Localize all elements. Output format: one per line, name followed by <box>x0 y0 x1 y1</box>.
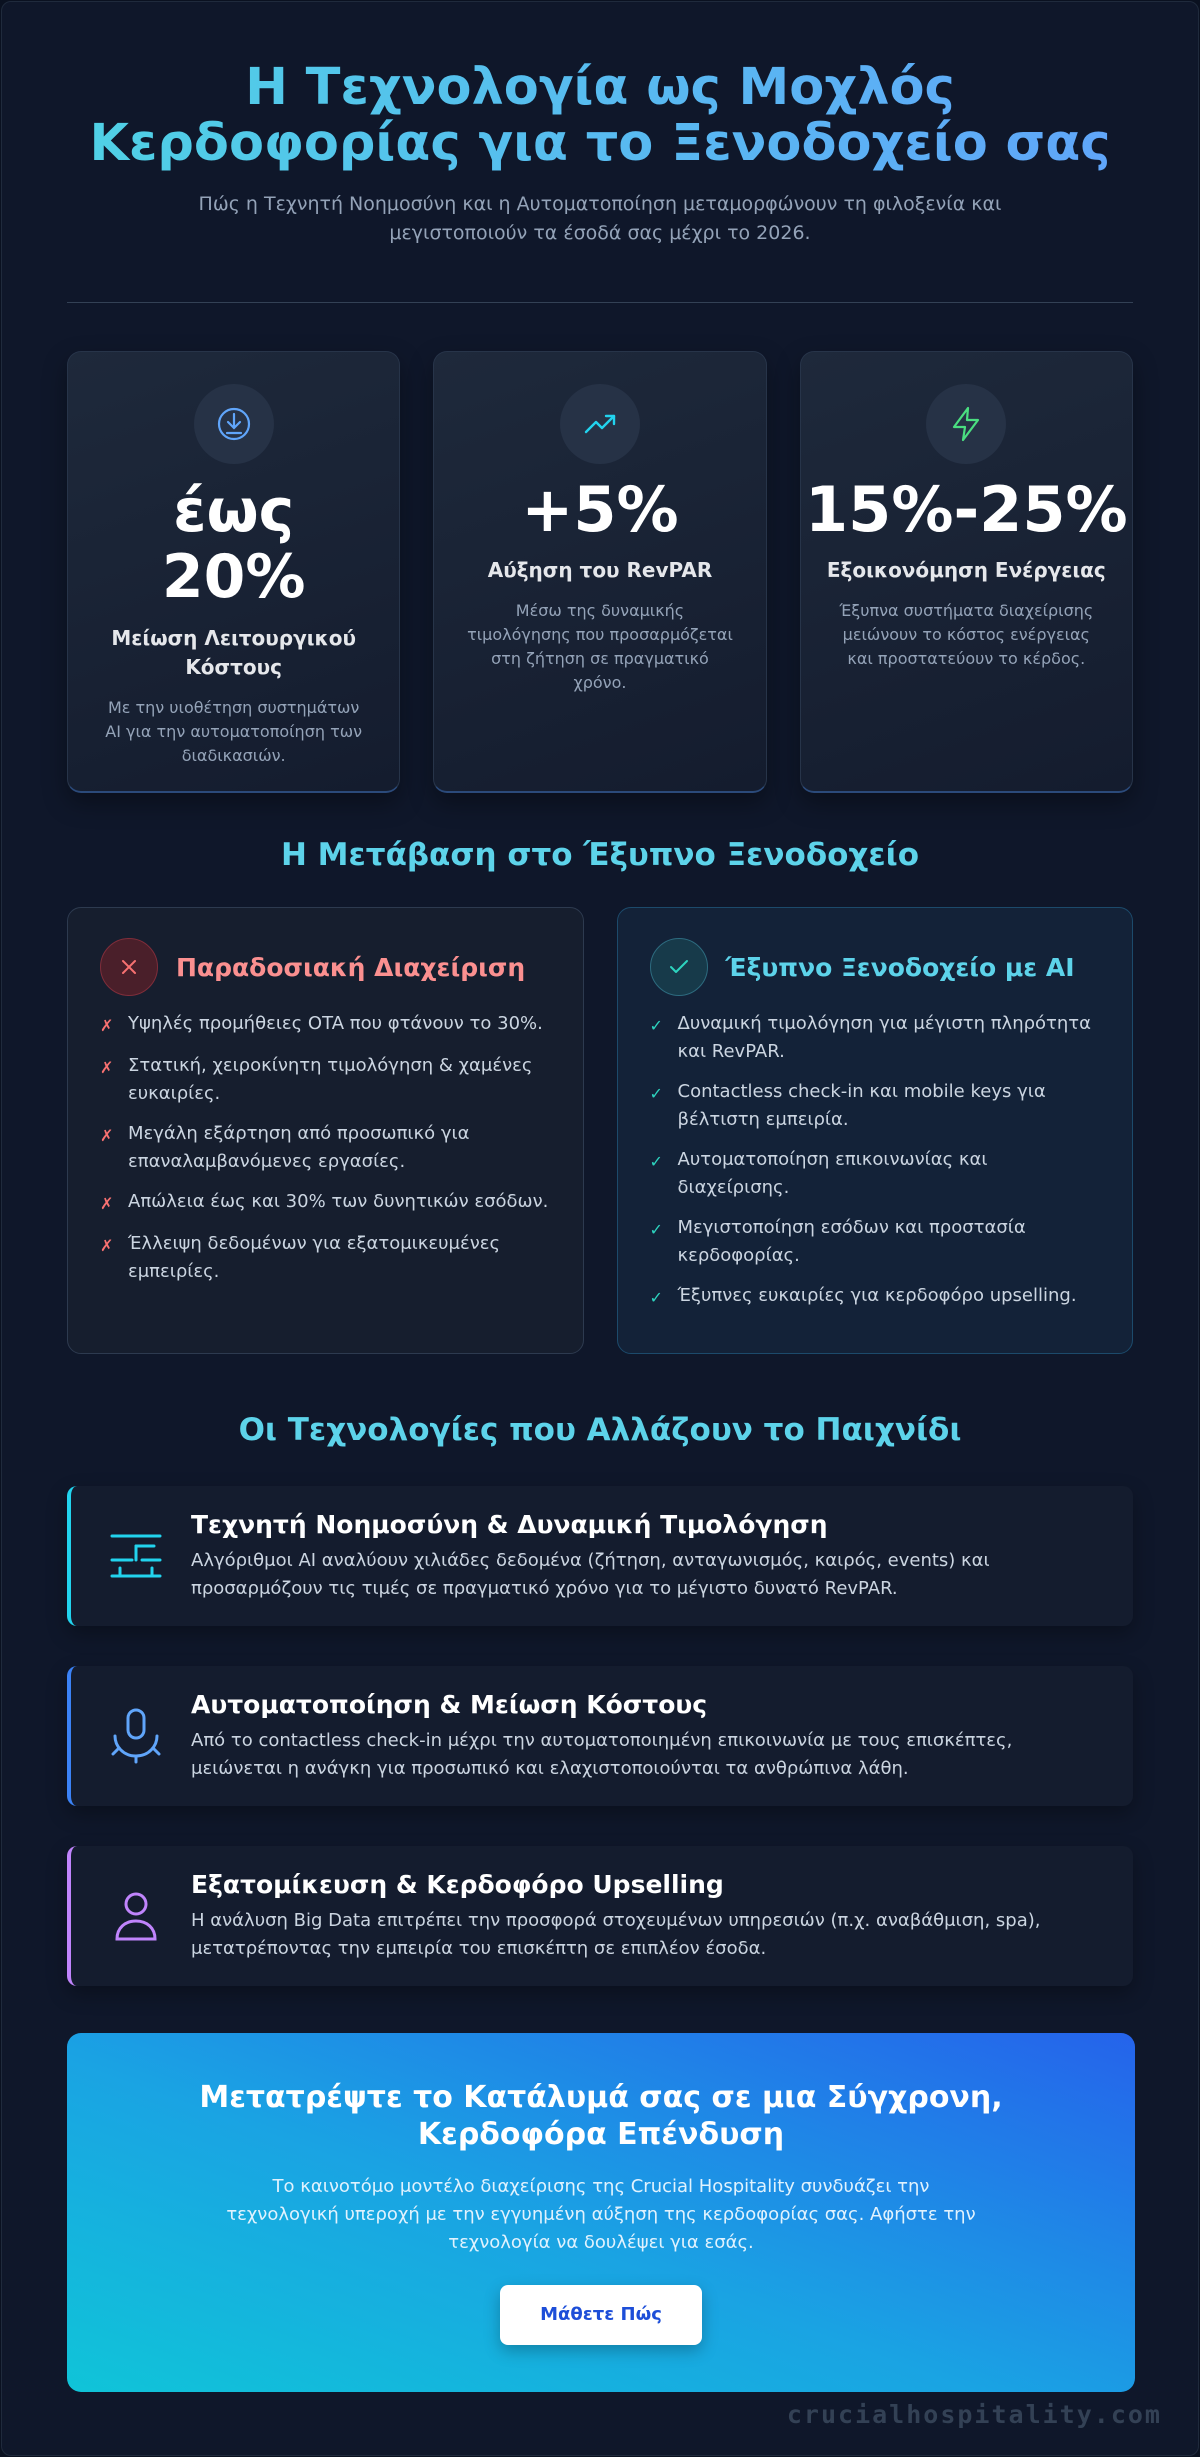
checkmark-icon: ✓ <box>649 1152 663 1171</box>
checkmark-icon: ✓ <box>649 1220 663 1239</box>
stat-description: Μέσω της δυναμικής τιμολόγησης που προσαρμόζεται στη ζήτηση σε πραγματικό χρόνο. <box>467 601 733 692</box>
traditional-heading: Παραδοσιακή Διαχείριση <box>176 952 526 982</box>
smart-heading: Έξυπνο Ξενοδοχείο με AI <box>725 952 1075 982</box>
tech-title: Αυτοματοποίηση & Μείωση Κόστους <box>191 1690 708 1719</box>
slider-controls-icon <box>101 1528 171 1584</box>
tech-title: Τεχνητή Νοημοσύνη & Δυναμική Τιμολόγηση <box>191 1510 828 1539</box>
stat-title: Αύξηση του RevPAR <box>487 558 713 582</box>
checkmark-icon: ✓ <box>649 1084 663 1103</box>
stat-title: Εξοικονόμηση Ενέργειας <box>826 558 1106 582</box>
tech-description: Από το contactless check-in μέχρι την αυτοματοποιημένη επικοινωνία με τους επισκέπτες, μειώνεται η ανάγκη για προσωπικό και ελαχιστοποιούνται τα ανθρώπινα λάθη. <box>191 1730 1013 1779</box>
list-item: ✗ Μεγάλη εξάρτηση από προσωπικό για επαναλαμβανόμενες εργασίες. <box>100 1120 551 1176</box>
check-icon <box>650 938 708 996</box>
transition-title: Η Μετάβαση στο Έξυπνο Ξενοδοχείο <box>280 837 920 873</box>
list-item: ✗ Απώλεια έως και 30% των δυνητικών εσόδων. <box>100 1188 551 1218</box>
traditional-management-card <box>67 907 584 1354</box>
list-item: ✓ Δυναμική τιμολόγηση για μέγιστη πληρότητα και RevPAR. <box>650 1010 1101 1066</box>
page-title: Η Τεχνολογία ως Μοχλός Κερδοφορίας για το Ξενοδοχείο σας <box>70 60 1130 172</box>
smart-hotel-card <box>617 907 1134 1354</box>
stat-card-revpar <box>433 351 766 793</box>
infographic-page <box>1 1 1199 2456</box>
stat-value: +5% <box>521 473 679 546</box>
cta-text: Το καινοτόμο μοντέλο διαχείρισης της Crucial Hospitality συνδυάζει την τεχνολογική υπεροχή με την εγγυημένη αύξηση της κερδοφορίας σας. Αφήστε την τεχνολογία να δουλέψει για εσάς. <box>226 2176 976 2253</box>
technologies-section <box>67 1486 1133 1986</box>
tech-description: Η ανάλυση Big Data επιτρέπει την προσφορά στοχευμένων υπηρεσιών (π.χ. αναβάθμιση, spa), μετατρέποντας την εμπειρία του επισκέπτη σε επιπλέον έσοδα. <box>191 1910 1041 1959</box>
tech-item-automation <box>67 1666 1133 1806</box>
stat-title: Μείωση Λειτουργικού Κόστους <box>111 626 356 679</box>
header-divider <box>67 302 1133 303</box>
list-item: ✗ Έλλειψη δεδομένων για εξατομικευμένες εμπειρίες. <box>100 1230 551 1286</box>
list-item: ✗ Στατική, χειροκίνητη τιμολόγηση & χαμένες ευκαιρίες. <box>100 1052 551 1108</box>
list-item: ✗ Υψηλές προμήθειες OTA που φτάνουν το 30%. <box>100 1010 551 1040</box>
cross-icon: ✗ <box>100 1236 114 1255</box>
user-icon <box>101 1887 171 1945</box>
stat-value: 15%-25% <box>805 473 1128 546</box>
trending-up-icon <box>560 384 640 464</box>
cta-title: Μετατρέψτε το Κατάλυμά σας σε μια Σύγχρονη, Κερδοφόρα Επένδυση <box>199 2080 1003 2152</box>
comparison-section <box>67 907 1133 1354</box>
stat-value: έως 20% <box>161 476 306 612</box>
stat-description: Έξυπνα συστήματα διαχείρισης μειώνουν το κόστος ενέργειας και προστατεύουν το κέρδος. <box>839 601 1094 668</box>
hero-header <box>2 2 1198 248</box>
stat-description: Με την υιοθέτηση συστημάτων AI για την αυτοματοποίηση των διαδικασιών. <box>105 698 363 765</box>
stat-card-energy <box>800 351 1133 793</box>
stats-section <box>67 351 1133 793</box>
euro-down-icon <box>194 384 274 464</box>
list-item: ✓ Μεγιστοποίηση εσόδων και προστασία κερδοφορίας. <box>650 1214 1101 1270</box>
list-item: ✓ Contactless check-in και mobile keys για βέλτιστη εμπειρία. <box>650 1078 1101 1134</box>
cross-icon: ✗ <box>100 1126 114 1145</box>
close-icon <box>100 938 158 996</box>
tech-item-ai-pricing <box>67 1486 1133 1626</box>
list-item: ✓ Έξυπνες ευκαιρίες για κερδοφόρο upselling. <box>650 1282 1101 1312</box>
technologies-title: Οι Τεχνολογίες που Αλλάζουν το Παιχνίδι <box>238 1412 962 1448</box>
call-to-action <box>67 2033 1135 2392</box>
checkmark-icon: ✓ <box>649 1016 663 1035</box>
traditional-list <box>100 1010 551 1286</box>
smart-list <box>650 1010 1101 1312</box>
tech-description: Αλγόριθμοι AI αναλύουν χιλιάδες δεδομένα (ζήτηση, ανταγωνισμός, καιρός, events) και προσαρμόζουν τις τιμές σε πραγματικό χρόνο για το μέγιστο δυνατό RevPAR. <box>191 1550 990 1599</box>
page-subtitle: Πώς η Τεχνητή Νοημοσύνη και η Αυτοματοποίηση μεταμορφώνουν τη φιλοξενία και μεγιστοποιούν τα έσοδά σας μέχρι το 2026. <box>198 193 1002 244</box>
list-item: ✓ Αυτοματοποίηση επικοινωνίας και διαχείρισης. <box>650 1146 1101 1202</box>
stat-card-cost <box>67 351 400 793</box>
touch-hand-icon <box>101 1706 171 1766</box>
tech-item-personalization <box>67 1846 1133 1986</box>
learn-how-button[interactable]: Μάθετε Πώς <box>500 2285 702 2345</box>
cross-icon: ✗ <box>100 1194 114 1213</box>
cross-icon: ✗ <box>100 1016 114 1035</box>
tech-title: Εξατομίκευση & Κερδοφόρο Upselling <box>191 1870 724 1899</box>
checkmark-icon: ✓ <box>649 1288 663 1307</box>
footer-watermark: crucialhospitality.com <box>786 2400 1162 2429</box>
lightning-icon <box>926 384 1006 464</box>
cross-icon: ✗ <box>100 1058 114 1077</box>
